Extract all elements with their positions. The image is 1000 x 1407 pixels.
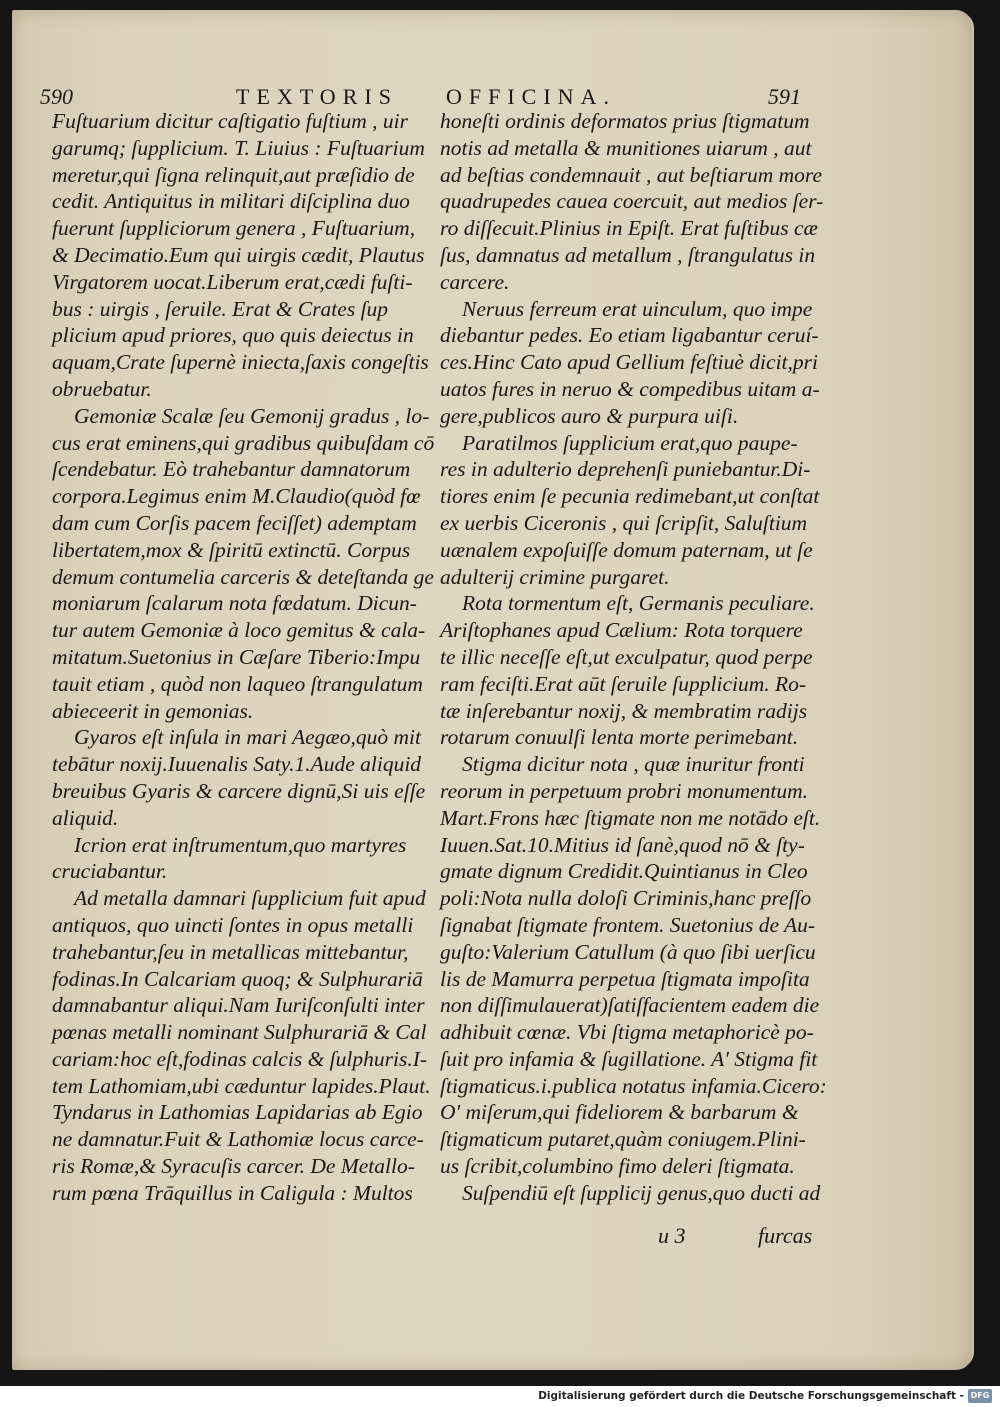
text-line: Tyndarus in Lathomias Lapidarias ab Egio xyxy=(52,1100,423,1125)
paragraph-start-line: Gyaros eſt inſula in mari Aegæo,quò mit xyxy=(74,725,421,750)
text-line: moniarum ſcalarum nota fœdatum. Dicun- xyxy=(52,591,417,616)
text-line: honeſti ordinis deformatos prius ſtigmatum xyxy=(440,109,810,133)
text-line: antiquos, quo uincti ſontes in opus metalli xyxy=(52,912,414,937)
text-line: aliquid. xyxy=(52,805,119,830)
text-line: cariam:hoc eſt,fodinas calcis & ſulphuris.I- xyxy=(52,1046,428,1071)
text-line: corpora.Legimus enim M.Claudio(quòd fœ xyxy=(52,484,421,509)
text-line: lis de Mamurra perpetua ſtigmata impoſita xyxy=(440,966,810,991)
text-line: aquam,Crate ſupernè iniecta,ſaxis congeſtis xyxy=(52,350,429,375)
text-line: tem Lathomiam,ubi cæduntur lapides.Plaut. xyxy=(52,1073,431,1098)
text-line: garumq; ſupplicium. T. Liuius : Fuſtuarium xyxy=(52,135,425,160)
paragraph-start-line: Icrion erat inſtrumentum,quo martyres xyxy=(74,832,407,857)
text-line: us ſcribit,columbino fimo deleri ſtigmata. xyxy=(440,1154,795,1179)
dfg-logo-icon: DFG xyxy=(968,1389,992,1403)
text-line: cedit. Antiquitus in militari diſciplina duo xyxy=(52,189,410,214)
text-line: ram feciſti.Erat aūt ſeruile ſupplicium. Ro- xyxy=(440,671,807,696)
dfg-credit-text: Digitalisierung gefördert durch die Deutsche Forschungsgemeinschaft - xyxy=(538,1390,964,1402)
text-line: gere,publicos auro & purpura uiſi. xyxy=(440,403,739,428)
text-line: poli:Nota nulla doloſi Criminis,hanc preſſo xyxy=(440,886,812,911)
text-line: uatos fures in neruo & compedibus uitam a- xyxy=(440,376,820,401)
text-line: dam cum Corſis pacem feciſſet) ademptam xyxy=(52,510,417,535)
text-line: tæ inſerebantur noxij, & membratim radijs xyxy=(440,698,808,723)
text-line: mitatum.Suetonius in Cæſare Tiberio:Impu xyxy=(52,644,421,669)
text-line: gmate dignum Credidit.Quintianus in Cleo xyxy=(440,859,808,884)
right-text-column xyxy=(440,108,827,1207)
text-line: ſtigmaticum putaret,quàm coniugem.Plini- xyxy=(440,1127,806,1152)
text-line: cus erat eminens,qui gradibus quibuſdam cō xyxy=(52,430,435,455)
text-line: abieceerit in gemonias. xyxy=(52,698,254,723)
signature-mark: u 3 xyxy=(658,1223,686,1248)
credit-bar xyxy=(0,1386,1000,1407)
text-line: tauit etiam , quòd non laqueo ſtrangulatum xyxy=(52,671,423,696)
text-line: pœnas metalli nominant Sulphurariā & Cal xyxy=(52,1020,427,1045)
text-line: & Decimatio.Eum qui uirgis cædit, Plautus xyxy=(52,242,425,267)
text-line: tebātur noxij.Iuuenalis Saty.1.Aude aliquid xyxy=(52,752,422,777)
text-line: guſto:Valerium Catullum (à quo ſibi uerſicu xyxy=(440,939,816,964)
paragraph-start-line: Suſpendiū eſt ſupplicij genus,quo ducti ad xyxy=(462,1180,821,1205)
text-line: te illic neceſſe eſt,ut exculpatur, quod perpe xyxy=(440,644,813,669)
text-line: O' miſerum,qui fideliorem & barbarum & xyxy=(440,1100,799,1125)
left-running-title: TEXTORIS xyxy=(236,84,398,109)
text-line: trahebantur,ſeu in metallicas mittebantur, xyxy=(52,939,409,964)
text-line: adhibuit cœnæ. Vbi ſtigma metaphoricè po- xyxy=(440,1020,814,1045)
text-line: ris Romæ,& Syracuſis carcer. De Metallo- xyxy=(52,1154,415,1179)
paragraph-start-line: Paratilmos ſupplicium erat,quo paupe- xyxy=(462,430,798,455)
text-line: rotarum conuulſi lenta morte perimebant. xyxy=(440,725,799,750)
text-line: carcere. xyxy=(440,269,510,294)
text-line: damnabantur aliqui.Nam Iuriſconſulti inter xyxy=(52,993,425,1018)
text-line: fuerunt ſuppliciorum genera , Fuſtuarium, xyxy=(52,216,416,241)
text-line: ſtigmaticus.i.publica notatus infamia.Cicero: xyxy=(440,1073,827,1098)
text-line: Virgatorem uocat.Liberum erat,cædi fuſti- xyxy=(52,269,413,294)
text-line: adulterij crimine purgaret. xyxy=(440,564,670,589)
paragraph-start-line: Gemoniæ Scalæ ſeu Gemonij gradus , lo- xyxy=(74,403,430,428)
text-line: quadrupedes cauea coercuit, aut medios ſer- xyxy=(440,189,824,214)
text-line: ſcendebatur. Eò trahebantur damnatorum xyxy=(52,457,411,482)
text-line: Fuſtuarium dicitur caſtigatio fuſtium , uir xyxy=(52,109,408,133)
text-line: plicium apud priores, quo quis deiectus in xyxy=(52,323,414,348)
text-line: Iuuen.Sat.10.Mitius id ſanè,quod nō & ſty- xyxy=(440,832,805,857)
text-line: res in adulterio deprehenſi puniebantur.Di- xyxy=(440,457,811,482)
text-line: demum contumelia carceris & deteſtanda ge xyxy=(52,564,434,589)
text-line: Ariſtophanes apud Cælium: Rota torquere xyxy=(440,618,803,643)
text-line: non diſſimulauerat)ſatiſfacientem eadem die xyxy=(440,993,820,1018)
paragraph-start-line: Ad metalla damnari ſupplicium fuit apud xyxy=(74,886,426,911)
left-page-number: 590 xyxy=(40,84,73,109)
text-line: breuibus Gyaris & carcere dignū,Si uis eſſe xyxy=(52,778,426,803)
page-footer xyxy=(640,1223,830,1251)
text-line: ex uerbis Ciceronis , qui ſcripſit, Saluſtium xyxy=(440,510,808,535)
text-line: reorum in perpetuum probri monumentum. xyxy=(440,778,809,803)
paragraph-start-line: Stigma dicitur nota , quæ inuritur fronti xyxy=(462,752,805,777)
text-line: ne damnatur.Fuit & Lathomiæ locus carce- xyxy=(52,1127,424,1152)
text-line: ſuit pro infamia & ſugillatione. A' Stigma fit xyxy=(440,1046,818,1071)
text-line: ad beſtias condemnauit , aut beſtiarum more xyxy=(440,162,822,187)
catchword: furcas xyxy=(758,1223,813,1248)
text-line: notis ad metalla & munitiones uiarum , aut xyxy=(440,135,812,160)
text-line: tur autem Gemoniæ à loco gemitus & cala- xyxy=(52,618,426,643)
left-text-column xyxy=(52,108,435,1207)
text-line: ſignabat ſtigmate frontem. Suetonius de Au- xyxy=(440,912,816,937)
text-line: diebantur pedes. Eo etiam ligabantur ceruí- xyxy=(440,323,819,348)
text-line: meretur,qui ſigna relinquit,aut præſidio de xyxy=(52,162,415,187)
text-line: cruciabantur. xyxy=(52,859,168,884)
paragraph-start-line: Neruus ferreum erat uinculum, quo impe xyxy=(462,296,813,321)
text-line: uænalem expoſuiſſe domum paternam, ut ſe xyxy=(440,537,813,562)
right-running-title: OFFICINA. xyxy=(446,84,616,109)
text-line: ro diſſecuit.Plinius in Epiſt. Erat fuſtibus cæ xyxy=(440,216,818,241)
text-line: rum pœna Trāquillus in Caligula : Multos xyxy=(52,1180,413,1205)
text-line: ſus, damnatus ad metallum , ſtrangulatus in xyxy=(440,242,816,267)
text-line: ces.Hinc Cato apud Gellium feſtiuè dicit,pri xyxy=(440,350,818,375)
text-line: fodinas.In Calcariam quoq; & Sulphurariā xyxy=(52,966,423,991)
right-page-number: 591 xyxy=(768,84,801,109)
text-line: obruebatur. xyxy=(52,376,152,401)
text-line: tiores enim ſe pecunia redimebant,ut conſtat xyxy=(440,484,820,509)
text-line: libertatem,mox & ſpiritū extinctū. Corpus xyxy=(52,537,411,562)
text-line: bus : uirgis , ſeruile. Erat & Crates ſup xyxy=(52,296,389,321)
paragraph-start-line: Rota tormentum eſt, Germanis peculiare. xyxy=(462,591,815,616)
text-line: Mart.Frons hæc ſtigmate non me notādo eſt. xyxy=(440,805,821,830)
